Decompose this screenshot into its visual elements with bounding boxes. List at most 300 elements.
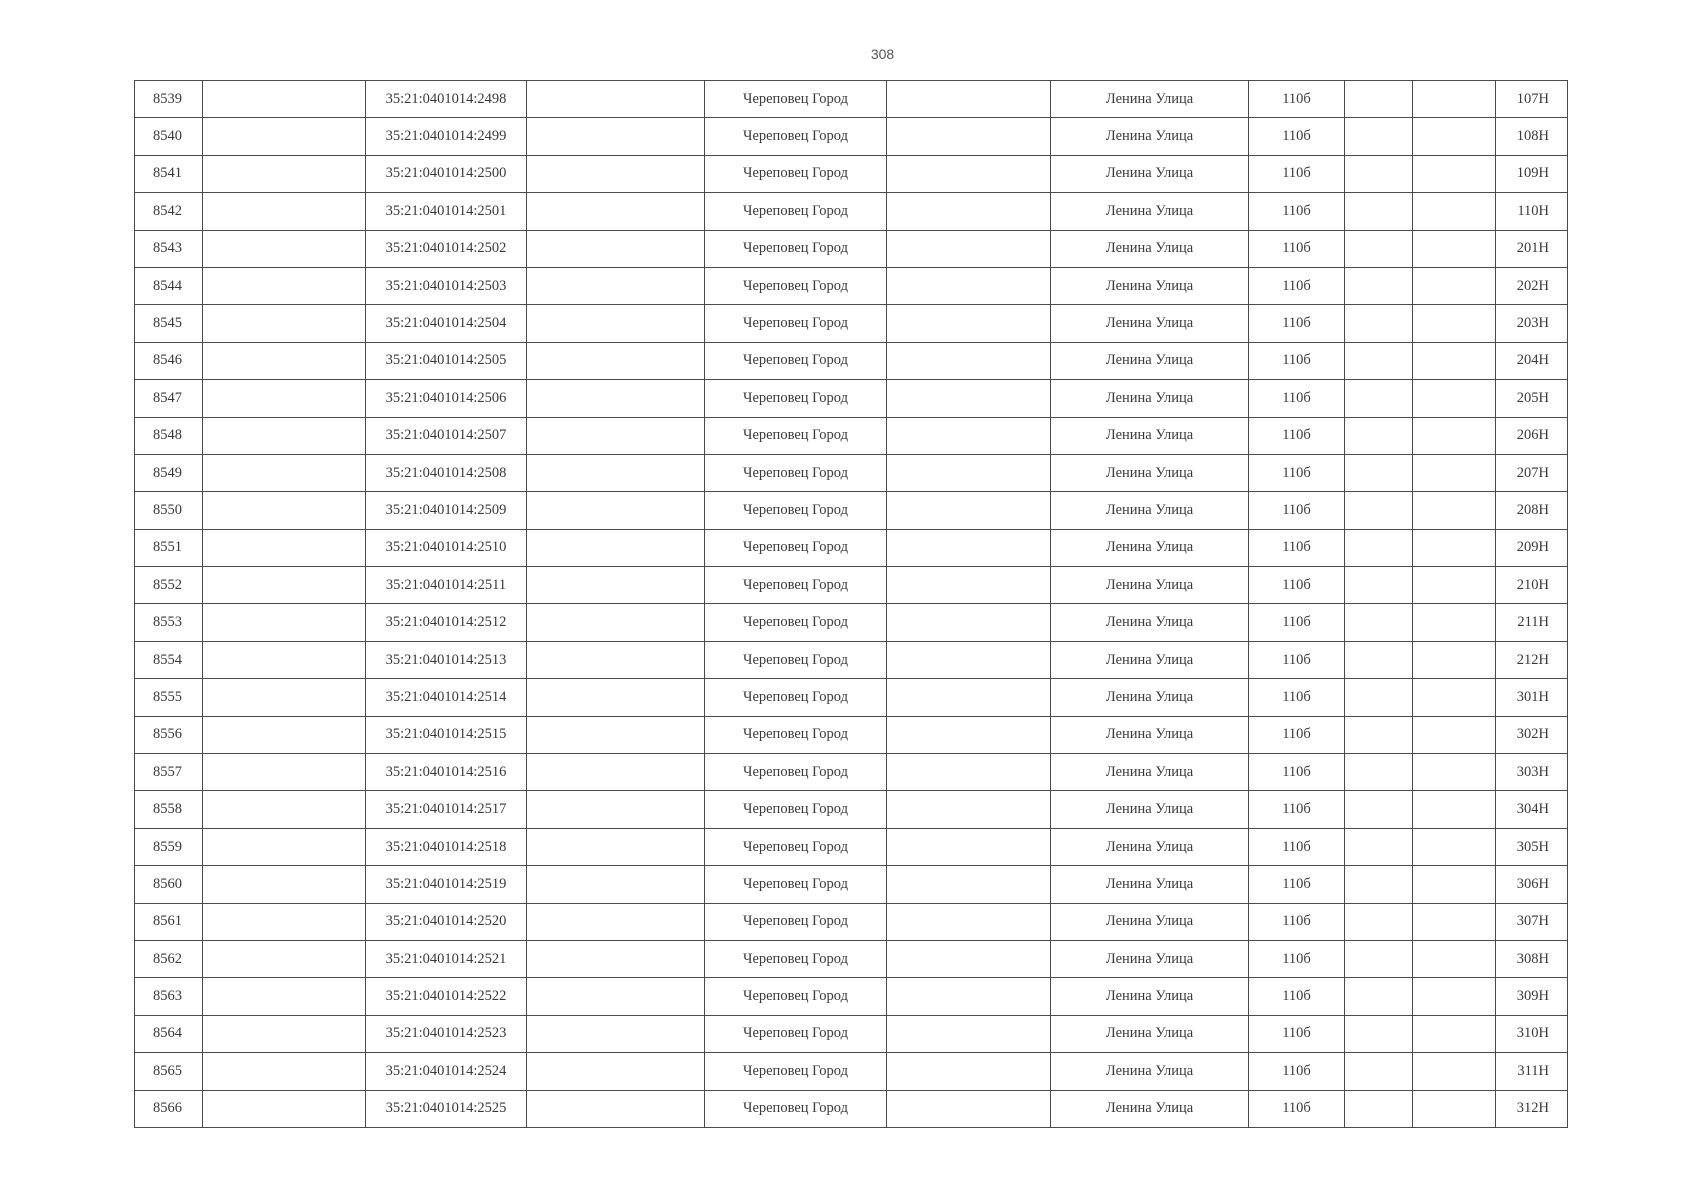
registry-table-container — [134, 80, 1567, 1128]
empty-cell — [203, 454, 366, 491]
empty-cell — [527, 230, 705, 267]
street-cell: Ленина Улица — [1051, 417, 1249, 454]
street-cell: Ленина Улица — [1051, 754, 1249, 791]
city-cell: Череповец Город — [705, 567, 887, 604]
empty-cell — [1413, 940, 1496, 977]
table-row — [135, 305, 1568, 342]
empty-cell — [887, 679, 1051, 716]
empty-cell — [1413, 342, 1496, 379]
cadastral-number-cell: 35:21:0401014:2512 — [366, 604, 527, 641]
empty-cell — [1345, 267, 1413, 304]
empty-cell — [887, 230, 1051, 267]
cadastral-number-cell: 35:21:0401014:2525 — [366, 1090, 527, 1127]
empty-cell — [1345, 492, 1413, 529]
city-cell: Череповец Город — [705, 305, 887, 342]
empty-cell — [527, 716, 705, 753]
empty-cell — [1345, 903, 1413, 940]
premise-number-cell: 305Н — [1496, 828, 1568, 865]
empty-cell — [887, 380, 1051, 417]
table-row — [135, 342, 1568, 379]
table-row — [135, 267, 1568, 304]
empty-cell — [887, 193, 1051, 230]
empty-cell — [1413, 903, 1496, 940]
street-cell: Ленина Улица — [1051, 940, 1249, 977]
empty-cell — [203, 604, 366, 641]
empty-cell — [1413, 454, 1496, 491]
street-cell: Ленина Улица — [1051, 903, 1249, 940]
city-cell: Череповец Город — [705, 529, 887, 566]
empty-cell — [1345, 529, 1413, 566]
empty-cell — [527, 1015, 705, 1052]
premise-number-cell: 108Н — [1496, 118, 1568, 155]
city-cell: Череповец Город — [705, 679, 887, 716]
street-cell: Ленина Улица — [1051, 230, 1249, 267]
empty-cell — [887, 716, 1051, 753]
city-cell: Череповец Город — [705, 342, 887, 379]
empty-cell — [1413, 1090, 1496, 1127]
registry-table — [134, 80, 1568, 1128]
empty-cell — [527, 267, 705, 304]
row-number-cell: 8559 — [135, 828, 203, 865]
table-body — [135, 81, 1568, 1128]
row-number-cell: 8542 — [135, 193, 203, 230]
empty-cell — [887, 1015, 1051, 1052]
table-row — [135, 604, 1568, 641]
cadastral-number-cell: 35:21:0401014:2508 — [366, 454, 527, 491]
premise-number-cell: 201Н — [1496, 230, 1568, 267]
street-cell: Ленина Улица — [1051, 1090, 1249, 1127]
city-cell: Череповец Город — [705, 791, 887, 828]
empty-cell — [203, 1090, 366, 1127]
empty-cell — [1413, 417, 1496, 454]
house-number-cell: 110б — [1249, 903, 1345, 940]
premise-number-cell: 202Н — [1496, 267, 1568, 304]
premise-number-cell: 302Н — [1496, 716, 1568, 753]
table-row — [135, 978, 1568, 1015]
premise-number-cell: 312Н — [1496, 1090, 1568, 1127]
row-number-cell: 8547 — [135, 380, 203, 417]
empty-cell — [203, 978, 366, 1015]
premise-number-cell: 303Н — [1496, 754, 1568, 791]
premise-number-cell: 212Н — [1496, 641, 1568, 678]
empty-cell — [887, 417, 1051, 454]
empty-cell — [1345, 641, 1413, 678]
row-number-cell: 8553 — [135, 604, 203, 641]
empty-cell — [1345, 230, 1413, 267]
table-row — [135, 492, 1568, 529]
empty-cell — [203, 567, 366, 604]
empty-cell — [203, 828, 366, 865]
empty-cell — [1345, 81, 1413, 118]
cadastral-number-cell: 35:21:0401014:2511 — [366, 567, 527, 604]
city-cell: Череповец Город — [705, 1090, 887, 1127]
premise-number-cell: 204Н — [1496, 342, 1568, 379]
empty-cell — [203, 791, 366, 828]
row-number-cell: 8548 — [135, 417, 203, 454]
premise-number-cell: 306Н — [1496, 866, 1568, 903]
empty-cell — [1413, 866, 1496, 903]
table-row — [135, 529, 1568, 566]
table-row — [135, 828, 1568, 865]
empty-cell — [203, 417, 366, 454]
table-row — [135, 193, 1568, 230]
street-cell: Ленина Улица — [1051, 866, 1249, 903]
empty-cell — [887, 604, 1051, 641]
premise-number-cell: 308Н — [1496, 940, 1568, 977]
street-cell: Ленина Улица — [1051, 118, 1249, 155]
empty-cell — [1345, 978, 1413, 1015]
street-cell: Ленина Улица — [1051, 492, 1249, 529]
street-cell: Ленина Улица — [1051, 828, 1249, 865]
row-number-cell: 8560 — [135, 866, 203, 903]
row-number-cell: 8541 — [135, 155, 203, 192]
empty-cell — [527, 380, 705, 417]
empty-cell — [527, 81, 705, 118]
empty-cell — [1345, 604, 1413, 641]
row-number-cell: 8564 — [135, 1015, 203, 1052]
empty-cell — [1413, 1015, 1496, 1052]
empty-cell — [1413, 230, 1496, 267]
cadastral-number-cell: 35:21:0401014:2521 — [366, 940, 527, 977]
house-number-cell: 110б — [1249, 118, 1345, 155]
empty-cell — [1345, 828, 1413, 865]
empty-cell — [203, 267, 366, 304]
row-number-cell: 8557 — [135, 754, 203, 791]
city-cell: Череповец Город — [705, 754, 887, 791]
cadastral-number-cell: 35:21:0401014:2510 — [366, 529, 527, 566]
table-row — [135, 791, 1568, 828]
table-row — [135, 716, 1568, 753]
empty-cell — [527, 492, 705, 529]
empty-cell — [1413, 492, 1496, 529]
row-number-cell: 8558 — [135, 791, 203, 828]
house-number-cell: 110б — [1249, 754, 1345, 791]
empty-cell — [203, 754, 366, 791]
empty-cell — [887, 866, 1051, 903]
cadastral-number-cell: 35:21:0401014:2522 — [366, 978, 527, 1015]
cadastral-number-cell: 35:21:0401014:2507 — [366, 417, 527, 454]
city-cell: Череповец Город — [705, 828, 887, 865]
cadastral-number-cell: 35:21:0401014:2499 — [366, 118, 527, 155]
empty-cell — [887, 754, 1051, 791]
street-cell: Ленина Улица — [1051, 567, 1249, 604]
cadastral-number-cell: 35:21:0401014:2520 — [366, 903, 527, 940]
table-row — [135, 567, 1568, 604]
row-number-cell: 8556 — [135, 716, 203, 753]
premise-number-cell: 211Н — [1496, 604, 1568, 641]
empty-cell — [527, 754, 705, 791]
empty-cell — [203, 641, 366, 678]
street-cell: Ленина Улица — [1051, 155, 1249, 192]
empty-cell — [887, 1090, 1051, 1127]
empty-cell — [203, 1015, 366, 1052]
empty-cell — [203, 866, 366, 903]
house-number-cell: 110б — [1249, 342, 1345, 379]
cadastral-number-cell: 35:21:0401014:2505 — [366, 342, 527, 379]
empty-cell — [1345, 1015, 1413, 1052]
empty-cell — [1345, 716, 1413, 753]
empty-cell — [887, 940, 1051, 977]
table-row — [135, 641, 1568, 678]
empty-cell — [887, 903, 1051, 940]
row-number-cell: 8540 — [135, 118, 203, 155]
empty-cell — [203, 118, 366, 155]
empty-cell — [527, 305, 705, 342]
empty-cell — [887, 828, 1051, 865]
city-cell: Череповец Город — [705, 866, 887, 903]
empty-cell — [527, 604, 705, 641]
empty-cell — [887, 978, 1051, 1015]
empty-cell — [527, 978, 705, 1015]
street-cell: Ленина Улица — [1051, 342, 1249, 379]
city-cell: Череповец Город — [705, 903, 887, 940]
table-row — [135, 454, 1568, 491]
empty-cell — [1413, 828, 1496, 865]
empty-cell — [527, 417, 705, 454]
premise-number-cell: 304Н — [1496, 791, 1568, 828]
house-number-cell: 110б — [1249, 716, 1345, 753]
empty-cell — [527, 940, 705, 977]
empty-cell — [527, 828, 705, 865]
house-number-cell: 110б — [1249, 1015, 1345, 1052]
empty-cell — [527, 679, 705, 716]
empty-cell — [887, 567, 1051, 604]
premise-number-cell: 209Н — [1496, 529, 1568, 566]
empty-cell — [203, 230, 366, 267]
house-number-cell: 110б — [1249, 866, 1345, 903]
empty-cell — [527, 791, 705, 828]
cadastral-number-cell: 35:21:0401014:2506 — [366, 380, 527, 417]
empty-cell — [203, 155, 366, 192]
house-number-cell: 110б — [1249, 679, 1345, 716]
premise-number-cell: 107Н — [1496, 81, 1568, 118]
city-cell: Череповец Город — [705, 193, 887, 230]
house-number-cell: 110б — [1249, 1090, 1345, 1127]
empty-cell — [1345, 866, 1413, 903]
cadastral-number-cell: 35:21:0401014:2509 — [366, 492, 527, 529]
empty-cell — [527, 567, 705, 604]
cadastral-number-cell: 35:21:0401014:2501 — [366, 193, 527, 230]
street-cell: Ленина Улица — [1051, 454, 1249, 491]
empty-cell — [1345, 1053, 1413, 1090]
empty-cell — [887, 529, 1051, 566]
empty-cell — [527, 866, 705, 903]
empty-cell — [203, 716, 366, 753]
cadastral-number-cell: 35:21:0401014:2518 — [366, 828, 527, 865]
premise-number-cell: 205Н — [1496, 380, 1568, 417]
empty-cell — [1413, 679, 1496, 716]
empty-cell — [203, 492, 366, 529]
empty-cell — [887, 1053, 1051, 1090]
empty-cell — [203, 305, 366, 342]
empty-cell — [527, 193, 705, 230]
house-number-cell: 110б — [1249, 193, 1345, 230]
city-cell: Череповец Город — [705, 1053, 887, 1090]
house-number-cell: 110б — [1249, 978, 1345, 1015]
city-cell: Череповец Город — [705, 716, 887, 753]
empty-cell — [527, 641, 705, 678]
premise-number-cell: 210Н — [1496, 567, 1568, 604]
cadastral-number-cell: 35:21:0401014:2502 — [366, 230, 527, 267]
empty-cell — [527, 903, 705, 940]
street-cell: Ленина Улица — [1051, 679, 1249, 716]
city-cell: Череповец Город — [705, 417, 887, 454]
empty-cell — [1413, 380, 1496, 417]
empty-cell — [887, 342, 1051, 379]
house-number-cell: 110б — [1249, 828, 1345, 865]
table-row — [135, 1015, 1568, 1052]
empty-cell — [1345, 454, 1413, 491]
empty-cell — [1413, 754, 1496, 791]
empty-cell — [203, 380, 366, 417]
house-number-cell: 110б — [1249, 529, 1345, 566]
empty-cell — [1413, 641, 1496, 678]
table-row — [135, 230, 1568, 267]
premise-number-cell: 206Н — [1496, 417, 1568, 454]
empty-cell — [887, 267, 1051, 304]
empty-cell — [1413, 529, 1496, 566]
empty-cell — [203, 529, 366, 566]
city-cell: Череповец Город — [705, 978, 887, 1015]
empty-cell — [203, 193, 366, 230]
street-cell: Ленина Улица — [1051, 978, 1249, 1015]
empty-cell — [1345, 193, 1413, 230]
street-cell: Ленина Улица — [1051, 529, 1249, 566]
row-number-cell: 8539 — [135, 81, 203, 118]
row-number-cell: 8563 — [135, 978, 203, 1015]
premise-number-cell: 307Н — [1496, 903, 1568, 940]
city-cell: Череповец Город — [705, 604, 887, 641]
house-number-cell: 110б — [1249, 380, 1345, 417]
empty-cell — [1345, 342, 1413, 379]
house-number-cell: 110б — [1249, 155, 1345, 192]
premise-number-cell: 208Н — [1496, 492, 1568, 529]
empty-cell — [203, 1053, 366, 1090]
city-cell: Череповец Город — [705, 81, 887, 118]
premise-number-cell: 109Н — [1496, 155, 1568, 192]
empty-cell — [1345, 417, 1413, 454]
empty-cell — [887, 81, 1051, 118]
city-cell: Череповец Город — [705, 454, 887, 491]
city-cell: Череповец Город — [705, 380, 887, 417]
empty-cell — [203, 81, 366, 118]
empty-cell — [203, 903, 366, 940]
premise-number-cell: 309Н — [1496, 978, 1568, 1015]
empty-cell — [1345, 567, 1413, 604]
house-number-cell: 110б — [1249, 940, 1345, 977]
cadastral-number-cell: 35:21:0401014:2523 — [366, 1015, 527, 1052]
empty-cell — [203, 940, 366, 977]
city-cell: Череповец Город — [705, 118, 887, 155]
row-number-cell: 8554 — [135, 641, 203, 678]
empty-cell — [1345, 155, 1413, 192]
house-number-cell: 110б — [1249, 641, 1345, 678]
house-number-cell: 110б — [1249, 81, 1345, 118]
row-number-cell: 8561 — [135, 903, 203, 940]
cadastral-number-cell: 35:21:0401014:2519 — [366, 866, 527, 903]
empty-cell — [1413, 978, 1496, 1015]
premise-number-cell: 301Н — [1496, 679, 1568, 716]
row-number-cell: 8551 — [135, 529, 203, 566]
table-row — [135, 1053, 1568, 1090]
empty-cell — [203, 342, 366, 379]
empty-cell — [887, 155, 1051, 192]
street-cell: Ленина Улица — [1051, 791, 1249, 828]
row-number-cell: 8562 — [135, 940, 203, 977]
cadastral-number-cell: 35:21:0401014:2514 — [366, 679, 527, 716]
empty-cell — [1345, 305, 1413, 342]
street-cell: Ленина Улица — [1051, 305, 1249, 342]
table-row — [135, 866, 1568, 903]
table-row — [135, 118, 1568, 155]
city-cell: Череповец Город — [705, 267, 887, 304]
house-number-cell: 110б — [1249, 492, 1345, 529]
row-number-cell: 8545 — [135, 305, 203, 342]
empty-cell — [1413, 1053, 1496, 1090]
empty-cell — [527, 454, 705, 491]
street-cell: Ленина Улица — [1051, 716, 1249, 753]
empty-cell — [527, 529, 705, 566]
cadastral-number-cell: 35:21:0401014:2504 — [366, 305, 527, 342]
empty-cell — [1345, 679, 1413, 716]
house-number-cell: 110б — [1249, 417, 1345, 454]
cadastral-number-cell: 35:21:0401014:2515 — [366, 716, 527, 753]
house-number-cell: 110б — [1249, 267, 1345, 304]
empty-cell — [887, 118, 1051, 155]
premise-number-cell: 311Н — [1496, 1053, 1568, 1090]
empty-cell — [1413, 604, 1496, 641]
empty-cell — [1345, 791, 1413, 828]
cadastral-number-cell: 35:21:0401014:2517 — [366, 791, 527, 828]
table-row — [135, 417, 1568, 454]
empty-cell — [1413, 81, 1496, 118]
empty-cell — [1345, 940, 1413, 977]
empty-cell — [887, 454, 1051, 491]
empty-cell — [527, 1053, 705, 1090]
empty-cell — [887, 791, 1051, 828]
row-number-cell: 8543 — [135, 230, 203, 267]
empty-cell — [1413, 193, 1496, 230]
table-row — [135, 81, 1568, 118]
premise-number-cell: 310Н — [1496, 1015, 1568, 1052]
street-cell: Ленина Улица — [1051, 604, 1249, 641]
city-cell: Череповец Город — [705, 940, 887, 977]
premise-number-cell: 110Н — [1496, 193, 1568, 230]
page-number: 308 — [870, 46, 895, 62]
street-cell: Ленина Улица — [1051, 1053, 1249, 1090]
row-number-cell: 8550 — [135, 492, 203, 529]
cadastral-number-cell: 35:21:0401014:2498 — [366, 81, 527, 118]
city-cell: Череповец Город — [705, 155, 887, 192]
city-cell: Череповец Город — [705, 230, 887, 267]
table-row — [135, 1090, 1568, 1127]
empty-cell — [1345, 118, 1413, 155]
empty-cell — [527, 1090, 705, 1127]
cadastral-number-cell: 35:21:0401014:2513 — [366, 641, 527, 678]
street-cell: Ленина Улица — [1051, 193, 1249, 230]
empty-cell — [1413, 305, 1496, 342]
cadastral-number-cell: 35:21:0401014:2500 — [366, 155, 527, 192]
cadastral-number-cell: 35:21:0401014:2503 — [366, 267, 527, 304]
city-cell: Череповец Город — [705, 1015, 887, 1052]
house-number-cell: 110б — [1249, 1053, 1345, 1090]
row-number-cell: 8544 — [135, 267, 203, 304]
empty-cell — [1413, 716, 1496, 753]
empty-cell — [1413, 118, 1496, 155]
empty-cell — [527, 342, 705, 379]
empty-cell — [1413, 791, 1496, 828]
table-row — [135, 940, 1568, 977]
